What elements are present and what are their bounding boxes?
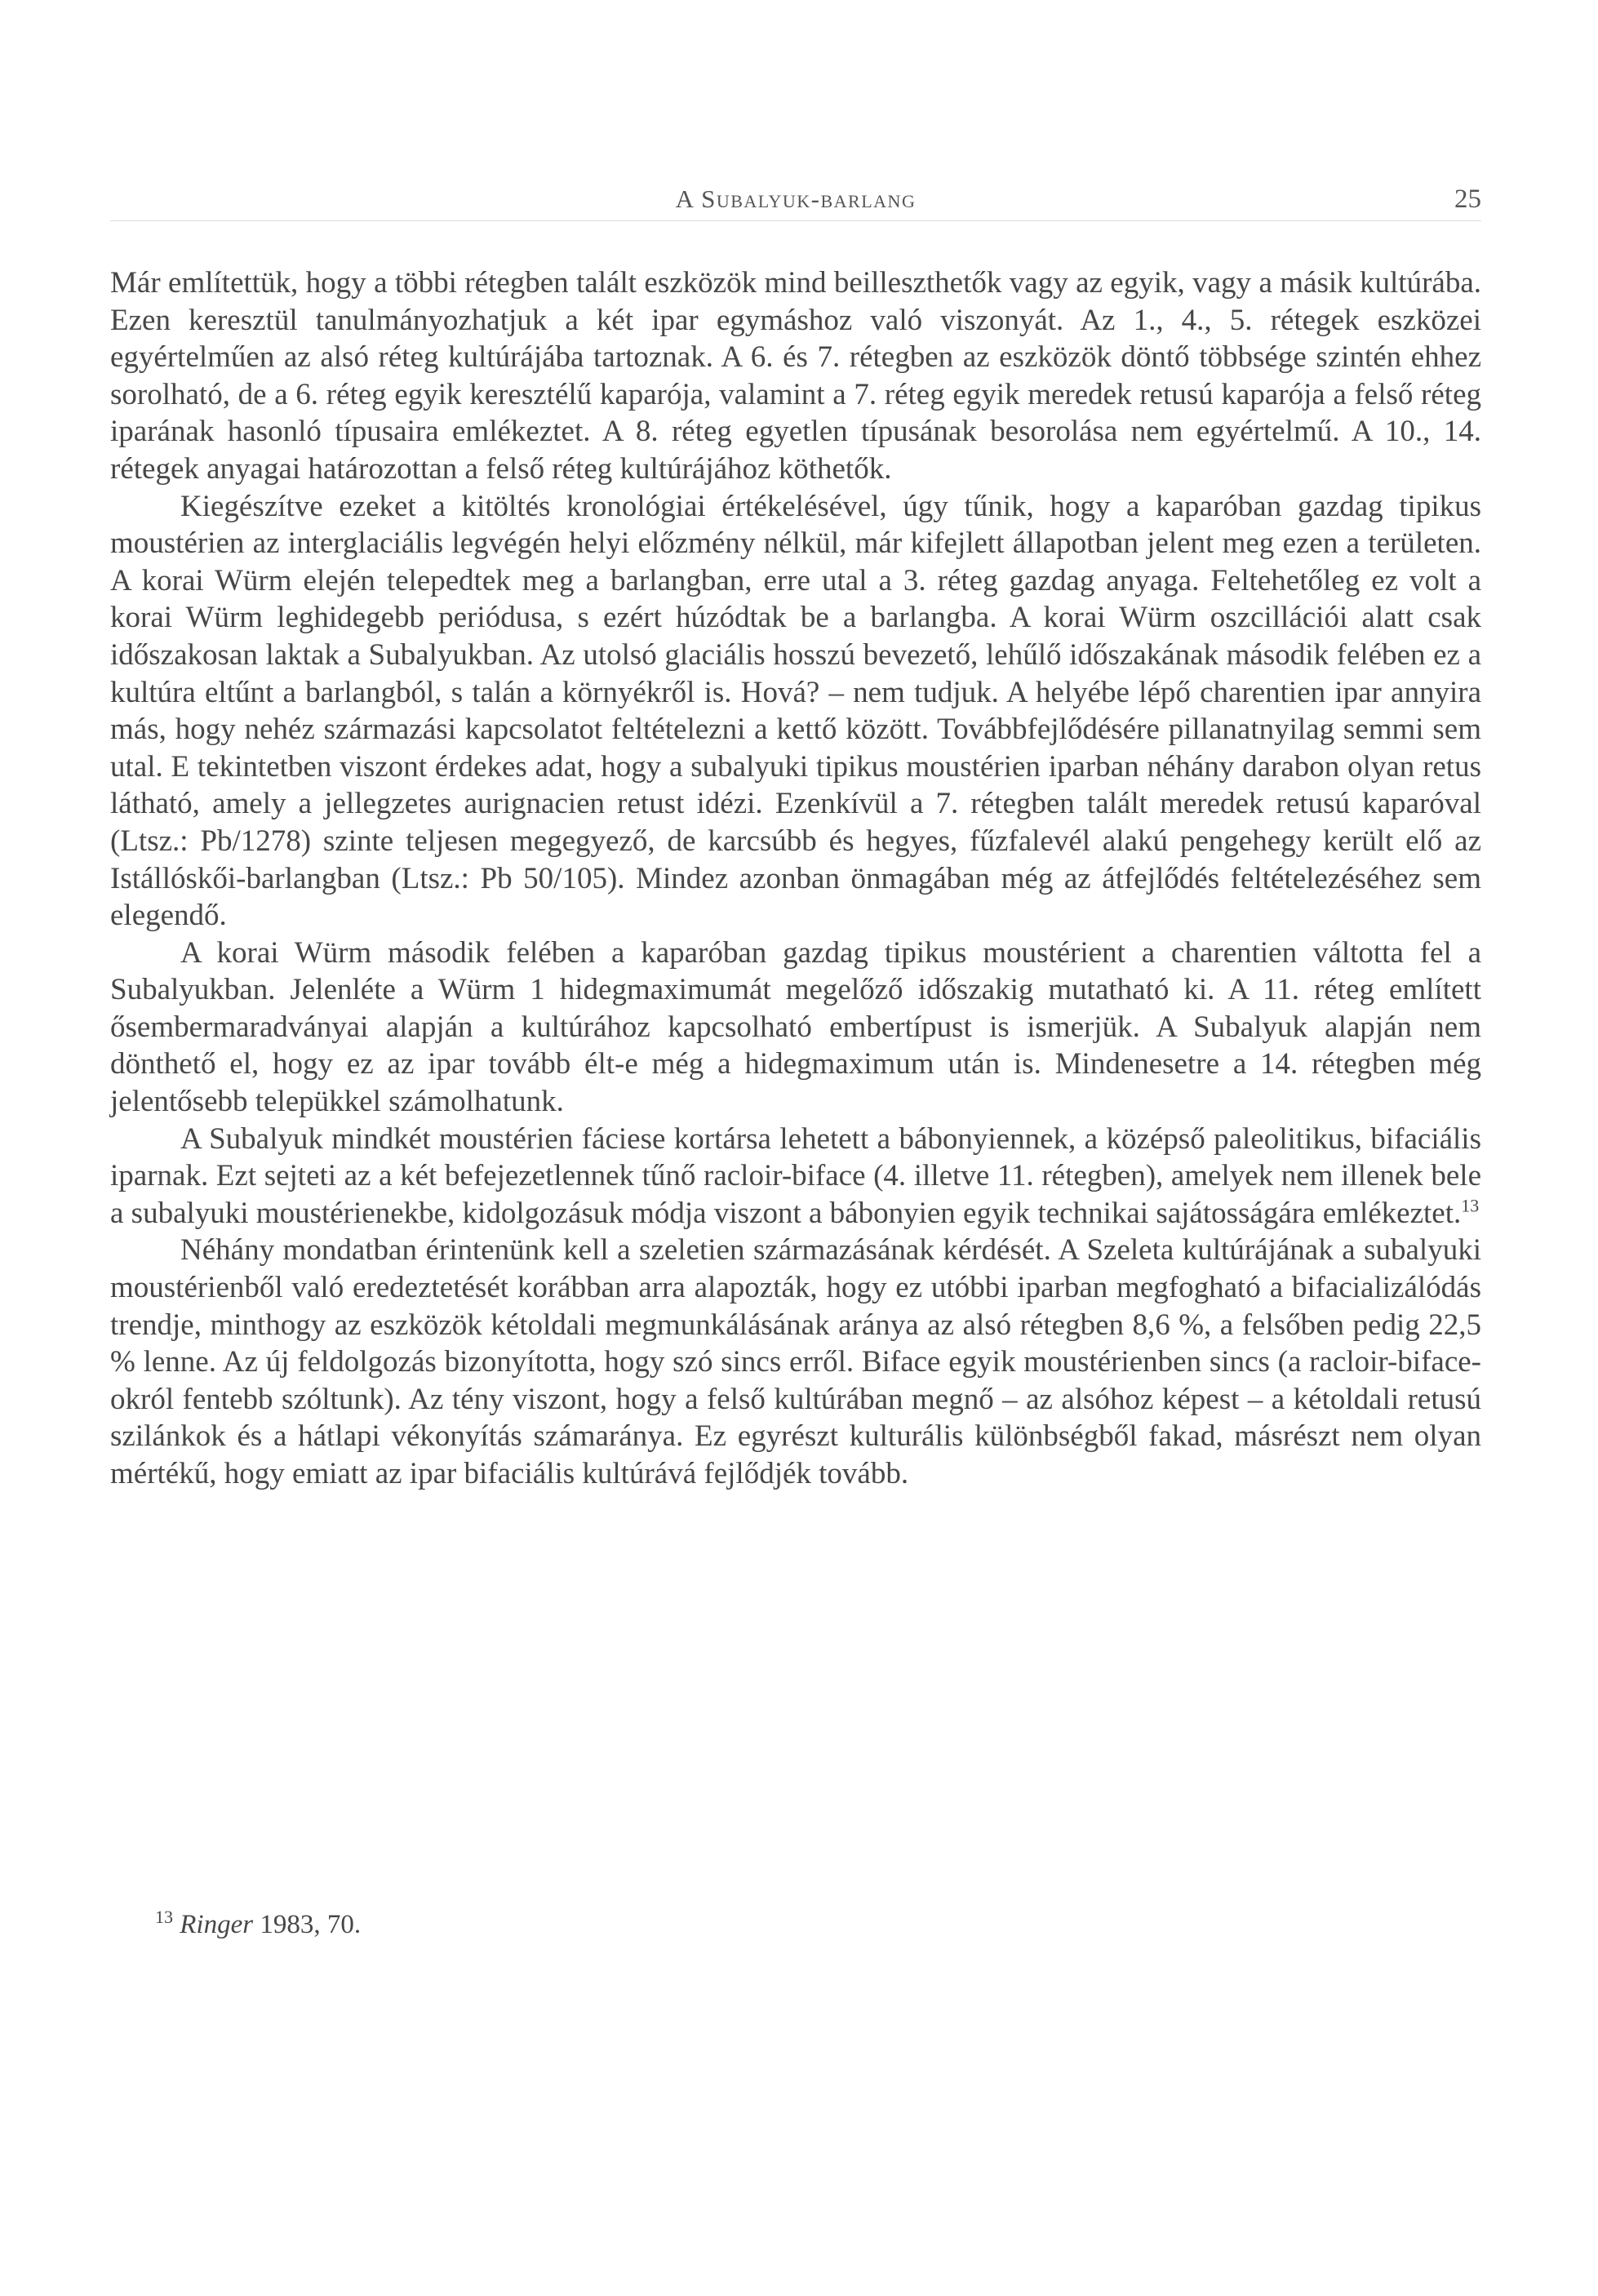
page-number: 25	[1454, 184, 1481, 214]
footnote-reference[interactable]: 13	[1461, 1195, 1480, 1216]
paragraph-2: Kiegészítve ezeket a kitöltés kronológiai értékelésével, úgy tűnik, hogy a kaparóban gazdag tipikus moustérien az interglaciális legvégén helyi előzmény nélkül, már kifejlett állapotban jelent meg ezen a területen. A korai Würm elején telepedtek meg a barlangban, erre utal a 3. réteg gazdag anyaga. Feltehetőleg ez volt a korai Würm leghidegebb periódusa, s ezért húzódtak be a barlangba. A korai Würm oszcillációi alatt csak időszakosan laktak a Subalyukban. Az utolsó glaciális hosszú bevezető, lehűlő időszakának második felében ez a kultúra eltűnt a barlangból, s talán a környékről is. Hová? – nem tudjuk. A helyébe lépő charentien ipar annyira más, hogy nehéz származási kapcsolatot feltételezni a kettő között. Továbbfejlődésére pillanatnyilag semmi sem utal. E tekintetben viszont érdekes adat, hogy a subalyuki tipikus moustérien iparban néhány darabon olyan retus látható, amely a jellegzetes aurignacien retust idézi. Ezenkívül a 7. rétegben talált meredek retusú kaparóval (Ltsz.: Pb/1278) szinte teljesen megegyező, de karcsúbb és hegyes, fűzfalevél alakú pengehegy került elő az Istállóskői-barlangban (Ltsz.: Pb 50/105). Mindez azonban önmagában még az átfejlődés feltételezéséhez sem elegendő.	[110, 489, 1481, 933]
footnote	[155, 1907, 362, 1940]
header-rule	[110, 220, 1481, 221]
footnote-citation: 1983, 70.	[253, 1910, 362, 1939]
paragraph-1: Már említettük, hogy a többi rétegben talált eszközök mind beilleszthetők vagy az egyik, vagy a másik kultúrába. Ezen keresztül tanulmányozhatjuk a két ipar egymáshoz való viszonyát. Az 1., 4., 5. rétegek eszközei egyértelműen az alsó réteg kultúrájába tartoznak. A 6. és 7. rétegben az eszközök döntő többsége szintén ehhez sorolható, de a 6. réteg egyik keresztélű kaparója, valamint a 7. réteg egyik meredek retusú kaparója a felső réteg iparának hasonló típusaira emlékeztet. A 8. réteg egyetlen típusának besorolása nem egyértelmű. A 10., 14. rétegek anyagai határozottan a felső réteg kultúrájához köthetők.	[110, 266, 1481, 486]
paragraph-4	[110, 1121, 1481, 1232]
footnote-number: 13	[155, 1907, 173, 1927]
paragraph-3: A korai Würm második felében a kaparóban gazdag tipikus moustérient a charentien váltotta fel a Subalyukban. Jelenléte a Würm 1 hidegmaximumát megelőző időszakig mutatható ki. A 11. réteg említett ősembermaradványai alapján a kultúrához kapcsolható embertípust is ismerjük. A Subalyuk alapján nem dönthető el, hogy ez az ipar tovább élt-e még a hidegmaximum után is. Mindenesetre a 14. rétegben még jelentősebb telepükkel számolhatunk.	[110, 935, 1481, 1119]
page-header	[110, 184, 1481, 225]
body-text	[110, 264, 1481, 1493]
running-title: A Subalyuk-barlang	[675, 184, 917, 213]
paragraph-4-text: A Subalyuk mindkét moustérien fáciese kortársa lehetett a bábonyiennek, a középső paleolitikus, bifaciális iparnak. Ezt sejteti az a két befejezetlennek tűnő racloir-biface (4. illetve 11. rétegben), amelyek nem illenek bele a subalyuki moustérienekbe, kidolgozásuk módja viszont a bábonyien egyik technikai sajátosságára emlékeztet.	[110, 1121, 1481, 1230]
paragraph-5: Néhány mondatban érintenünk kell a szeletien származásának kérdését. A Szeleta kultúrájának a subalyuki moustérienből való eredeztetését korábban arra alapozták, hogy ez utóbbi iparban megfogható a bifacializálódás trendje, minthogy az eszközök kétoldali megmunkálásának aránya az alsó rétegben 8,6 %, a felsőben pedig 22,5 % lenne. Az új feldolgozás bizonyította, hogy szó sincs erről. Biface egyik moustérienben sincs (a racloir-biface-okról fentebb szóltunk). Az tény viszont, hogy a felső kultúrában megnő – az alsóhoz képest – a kétoldali retusú szilánkok és a hátlapi vékonyítás számaránya. Ez egyrészt kulturális különbségből fakad, másrészt nem olyan mértékű, hogy emiatt az ipar bifaciális kultúrává fejlődjék tovább.	[110, 1233, 1481, 1490]
footnote-author: Ringer	[180, 1910, 254, 1939]
